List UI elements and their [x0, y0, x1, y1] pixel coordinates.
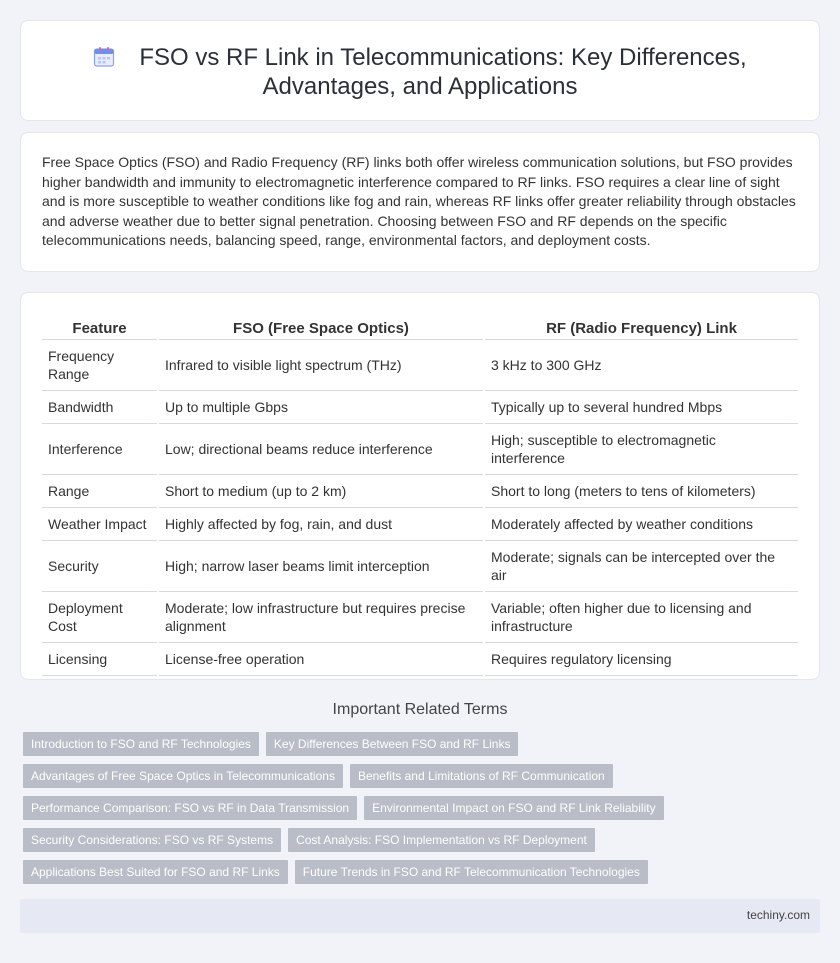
tag-row	[23, 732, 803, 756]
related-term-tag[interactable]: Advantages of Free Space Optics in Telecommunications	[23, 764, 343, 788]
feature-cell: Security	[42, 540, 158, 591]
related-term-tag[interactable]: Security Considerations: FSO vs RF Systems	[23, 828, 281, 852]
page-title	[21, 43, 819, 101]
feature-cell: Licensing	[42, 642, 158, 675]
rf-cell: Moderately affected by weather conditions	[484, 507, 798, 540]
related-term-tag[interactable]: Applications Best Suited for FSO and RF Links	[23, 860, 288, 884]
column-header-feature: Feature	[42, 313, 158, 339]
fso-cell: Moderate; low infrastructure but requires precise alignment	[158, 591, 484, 642]
table-row	[42, 474, 798, 507]
fso-cell: Low; directional beams reduce interference	[158, 423, 484, 474]
related-term-tag[interactable]: Future Trends in FSO and RF Telecommunication Technologies	[295, 860, 648, 884]
column-header-rf: RF (Radio Frequency) Link	[484, 313, 798, 339]
feature-cell: Frequency Range	[42, 339, 158, 390]
fso-cell: Highly affected by fog, rain, and dust	[158, 507, 484, 540]
column-header-fso: FSO (Free Space Optics)	[158, 313, 484, 339]
feature-cell: Interference	[42, 423, 158, 474]
table-row	[42, 642, 798, 675]
table-row	[42, 540, 798, 591]
fso-cell: Short to medium (up to 2 km)	[158, 474, 484, 507]
tag-row	[23, 796, 803, 820]
comparison-table	[42, 313, 798, 676]
rf-cell: Requires regulatory licensing	[484, 642, 798, 675]
feature-cell: Range	[42, 474, 158, 507]
comparison-card	[20, 292, 820, 680]
table-row	[42, 390, 798, 423]
tag-row	[23, 860, 803, 884]
table-row	[42, 423, 798, 474]
title-card	[20, 20, 820, 121]
intro-paragraph: Free Space Optics (FSO) and Radio Frequency (RF) links both offer wireless communication solutions, but FSO provides higher bandwidth and immunity to electromagnetic interference compared to RF links. FSO requires a clear line of sight and is more susceptible to weather conditions like fog and rain, whereas RF links offer greater reliability through obstacles and adverse weather due to better signal penetration. Choosing between FSO and RF depends on the specific telecommunications needs, balancing speed, range, environmental factors, and deployment costs.	[42, 154, 796, 248]
table-row	[42, 339, 798, 390]
rf-cell: High; susceptible to electromagnetic interference	[484, 423, 798, 474]
calendar-icon	[93, 46, 115, 68]
feature-cell: Bandwidth	[42, 390, 158, 423]
rf-cell: Typically up to several hundred Mbps	[484, 390, 798, 423]
feature-cell: Deployment Cost	[42, 591, 158, 642]
rf-cell: Short to long (meters to tens of kilometers)	[484, 474, 798, 507]
related-term-tag[interactable]: Key Differences Between FSO and RF Links	[266, 732, 519, 756]
related-term-tag[interactable]: Cost Analysis: FSO Implementation vs RF Deployment	[288, 828, 595, 852]
rf-cell: 3 kHz to 300 GHz	[484, 339, 798, 390]
rf-cell: Moderate; signals can be intercepted over the air	[484, 540, 798, 591]
page-title-text: FSO vs RF Link in Telecommunications: Key Differences, Advantages, and Applications	[139, 44, 747, 100]
tag-row	[23, 764, 803, 788]
related-term-tag[interactable]: Performance Comparison: FSO vs RF in Data Transmission	[23, 796, 357, 820]
related-terms-heading: Important Related Terms	[332, 701, 508, 718]
footer	[20, 899, 820, 933]
intro-card	[20, 132, 820, 272]
related-term-tag[interactable]: Environmental Impact on FSO and RF Link Reliability	[364, 796, 663, 820]
table-header-row	[42, 313, 798, 339]
fso-cell: Up to multiple Gbps	[158, 390, 484, 423]
fso-cell: High; narrow laser beams limit interception	[158, 540, 484, 591]
feature-cell: Weather Impact	[42, 507, 158, 540]
rf-cell: Variable; often higher due to licensing and infrastructure	[484, 591, 798, 642]
tag-row	[23, 828, 803, 852]
related-terms-list	[23, 732, 803, 892]
related-term-tag[interactable]: Benefits and Limitations of RF Communication	[350, 764, 613, 788]
related-term-tag[interactable]: Introduction to FSO and RF Technologies	[23, 732, 259, 756]
footer-site-link[interactable]: techiny.com	[746, 908, 810, 922]
table-row	[42, 507, 798, 540]
fso-cell: License-free operation	[158, 642, 484, 675]
fso-cell: Infrared to visible light spectrum (THz)	[158, 339, 484, 390]
table-row	[42, 591, 798, 642]
